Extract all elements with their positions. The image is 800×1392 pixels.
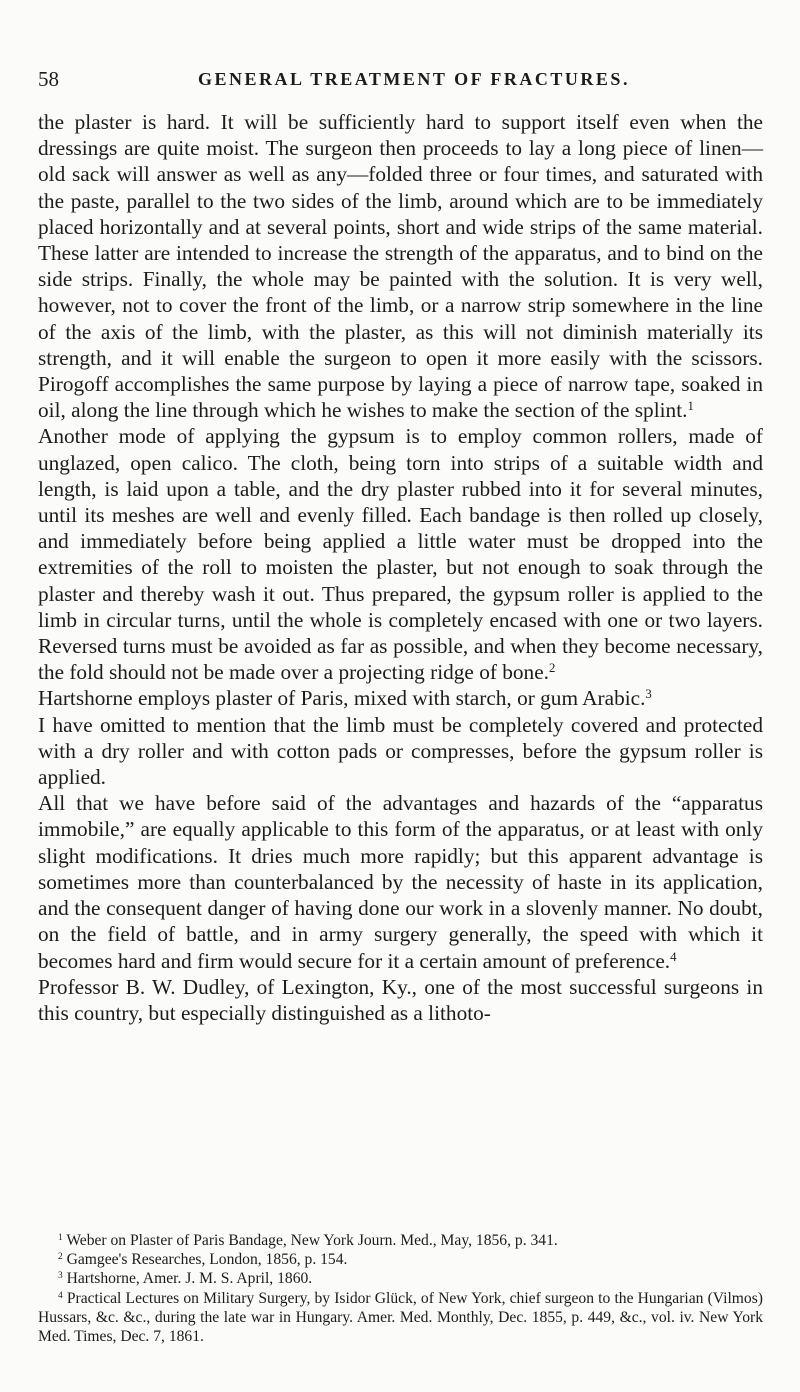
paragraph-text: the plaster is hard. It will be sufficiently hard to support itself even when the dressings are quite moist. The surgeon then proceeds to lay a long piece of linen—old sack will answer as well as any—folded three or four times, and saturated with the paste, parallel to the two sides of the limb, around which are to be immediately placed horizontally and at several points, short and wide strips of the same material. These latter are intended to increase the strength of the apparatus, and to bind on the side strips. Finally, the whole may be painted with the solution. It is very well, however, not to cover the front of the limb, or a narrow strip somewhere in the line of the axis of the limb, with the plaster, as this will not diminish materially its strength, and it will enable the surgeon to open it more easily with the scissors. Pirogoff accomplishes the same purpose by laying a piece of narrow tape, soaked in oil, along the line through which he wishes to make the section of the splint.	[38, 110, 763, 423]
paragraph-text: Hartshorne employs plaster of Paris, mixed with starch, or gum Arabic.	[38, 686, 646, 711]
paragraph-text: Another mode of applying the gypsum is to employ common rollers, made of unglazed, open calico. The cloth, being torn into strips of a suitable width and length, is laid upon a table, and the dry plaster rubbed into it for several minutes, until its meshes are well and evenly filled. Each bandage is then rolled up closely, and immediately before being applied a little water must be dropped into the extremities of the roll to moisten the plaster, but not enough to soak through the plaster and thereby wash it out. Thus prepared, the gypsum roller is applied to the limb in circular turns, until the whole is completely encased with one or two layers. Reversed turns must be avoided as far as possible, and when they become necessary, the fold should not be made over a projecting ridge of bone.	[38, 424, 763, 685]
footnote-text: Weber on Plaster of Paris Bandage, New York Journ. Med., May, 1856, p. 341.	[66, 1232, 558, 1249]
paragraph	[38, 109, 763, 423]
footnote-text: Gamgee's Researches, London, 1856, p. 154.	[66, 1251, 348, 1269]
body-text	[38, 109, 763, 1026]
footnote-mark: 3	[58, 1271, 63, 1282]
footnote	[38, 1269, 763, 1288]
footnote	[38, 1289, 763, 1347]
paragraph	[38, 974, 763, 1026]
paragraph	[38, 423, 763, 685]
page-number: 58	[38, 67, 59, 91]
footnote-mark: 2	[58, 1252, 63, 1263]
footnote-ref: 3	[645, 687, 652, 702]
footnote-ref: 2	[548, 661, 556, 676]
footnote-ref: 1	[687, 399, 694, 414]
footnote	[38, 1250, 763, 1269]
page-header	[38, 64, 760, 94]
footnote-ref: 4	[670, 949, 677, 964]
footnote	[38, 1231, 763, 1250]
footnote-text: Hartshorne, Amer. J. M. S. April, 1860.	[66, 1270, 313, 1288]
paragraph-text: All that we have before said of the advantages and hazards of the “apparatus immobile,” are equally applicable to this form of the apparatus, or at least with only slight modifications. It dries much more rapidly; but this apparent advantage is sometimes more than counterbalanced by the necessity of haste in its application, and the consequent danger of having done our work in a slovenly manner. No doubt, on the field of battle, and in army surgery generally, the speed with which it becomes hard and firm would secure for it a certain amount of preference.	[38, 791, 763, 973]
footnote-text: Practical Lectures on Military Surgery, by Isidor Glück, of New York, chief surgeon to the Hungarian (Vilmos) Hussars, &c. &c., during the late war in Hungary. Amer. Med. Monthly, Dec. 1855, p. 449, &c., vol. iv. New York Med. Times, Dec. 7, 1861.	[38, 1289, 763, 1346]
paragraph	[38, 712, 763, 791]
paragraph-text: I have omitted to mention that the limb must be completely covered and protected with a dry roller and with cotton pads or compresses, before the gypsum roller is applied.	[38, 712, 763, 790]
footnotes	[38, 1231, 763, 1346]
running-title: GENERAL TREATMENT OF FRACTURES.	[198, 69, 630, 89]
paragraph-text: Professor B. W. Dudley, of Lexington, Ky., one of the most successful surgeons in this country, but especially distinguished as a lithoto-	[38, 974, 763, 1025]
paragraph	[38, 685, 763, 711]
footnote-mark: 1	[58, 1232, 63, 1243]
paragraph	[38, 790, 763, 973]
footnote-mark: 4	[58, 1290, 63, 1301]
